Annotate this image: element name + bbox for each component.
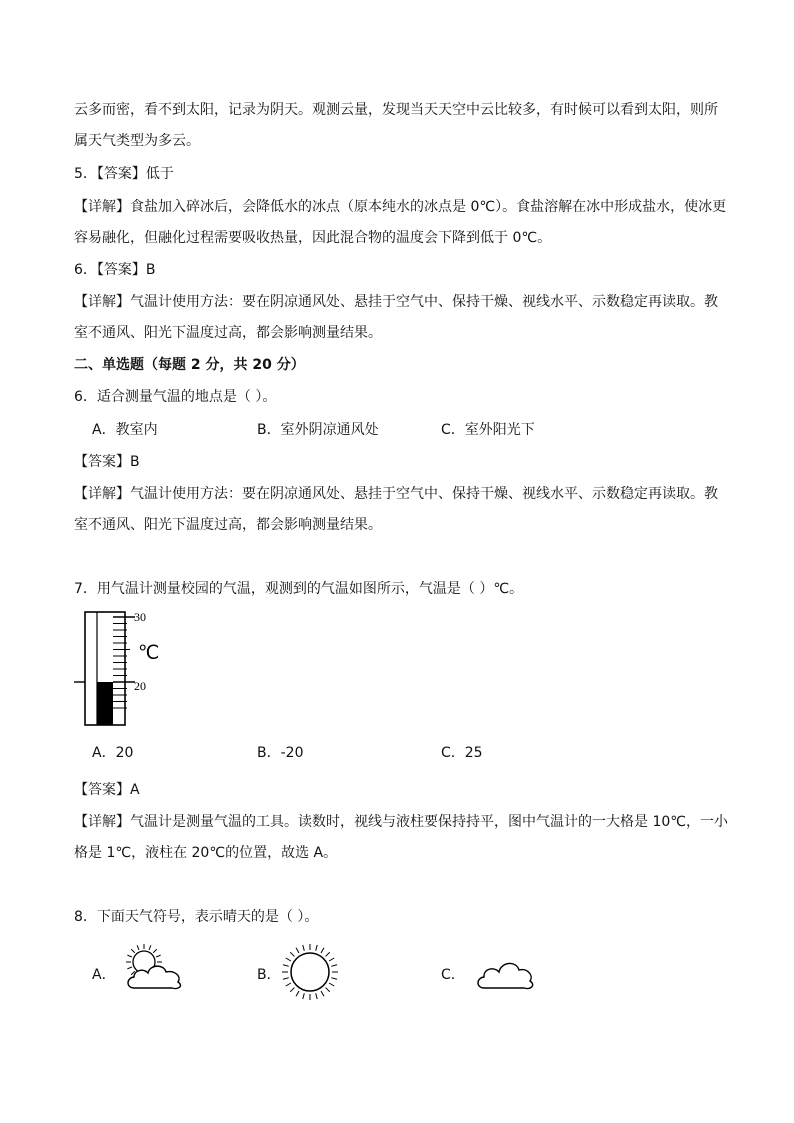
question-6: 6．适合测量气温的地点是（ ）。 xyxy=(74,389,277,405)
option-c: C．25 xyxy=(441,745,483,761)
sun-ray xyxy=(316,945,318,951)
sun-ray xyxy=(131,949,135,953)
thermometer-ticks xyxy=(113,617,135,708)
option-b: B．室外阴凉通风处 xyxy=(257,422,379,438)
option-c: C． xyxy=(441,967,465,983)
scale-label-20: 20 xyxy=(134,679,146,693)
sun-ray xyxy=(137,945,139,950)
unit-label: ℃ xyxy=(138,643,160,664)
question-8: 8．下面天气符号，表示晴天的是（ ）。 xyxy=(74,909,319,925)
sun-ray xyxy=(286,983,291,986)
detail-6: 室不通风、阳光下温度过高，都会影响测量结果。 xyxy=(74,325,382,341)
text-line: 云多而密，看不到太阳，记录为阴天。观测云量，发现当天天空中云比较多，有时候可以看到太阳，则所 xyxy=(74,102,718,118)
option-c: C．室外阳光下 xyxy=(441,422,535,438)
detail-q6: 【详解】气温计使用方法：要在阴凉通风处、悬挂于空气中、保持干燥、视线水平、示数稳定再读取。教 xyxy=(74,486,718,502)
cloud-icon xyxy=(474,952,538,992)
option-a: A． xyxy=(92,967,116,983)
sun-ray xyxy=(326,952,330,956)
sun-ray xyxy=(326,988,330,992)
sun-ray xyxy=(303,993,305,999)
option-a: A．教室内 xyxy=(92,422,158,438)
detail-6: 【详解】气温计使用方法：要在阴凉通风处、悬挂于空气中、保持干燥、视线水平、示数稳定再读取。教 xyxy=(74,294,718,310)
sun-ray xyxy=(290,988,294,992)
sun-ray xyxy=(156,955,161,957)
partly-cloudy-icon xyxy=(120,940,190,996)
sun-ray xyxy=(149,945,151,950)
section-heading: 二、单选题（每题 2 分，共 20 分） xyxy=(74,357,305,373)
sun-ray xyxy=(127,967,132,969)
detail-5: 【详解】食盐加入碎冰后，会降低水的冰点（原本纯水的冰点是 0℃）。食盐溶解在冰中形成盐水，使冰更 xyxy=(74,199,727,215)
sun-ray xyxy=(283,965,289,967)
sun-ray xyxy=(153,949,157,953)
sun-ray xyxy=(286,958,291,961)
answer-5: 5．【答案】低于 xyxy=(74,166,174,182)
sun-ray xyxy=(329,958,334,961)
option-b: B．-20 xyxy=(257,745,304,761)
sun-ray xyxy=(331,965,337,967)
text-line: 属天气类型为多云。 xyxy=(74,133,200,149)
thermometer-liquid xyxy=(97,682,113,725)
detail-q6: 室不通风、阳光下温度过高，都会影响测量结果。 xyxy=(74,517,382,533)
sun-ray xyxy=(331,978,337,980)
sun-ray xyxy=(321,948,324,953)
option-b: B． xyxy=(257,967,281,983)
scale-label-30: 30 xyxy=(134,610,146,624)
question-7: 7．用气温计测量校园的气温，观测到的气温如图所示，气温是（ ）℃。 xyxy=(74,581,524,597)
sun-ray xyxy=(303,945,305,951)
answer-q6: 【答案】B xyxy=(74,454,140,470)
sun-icon xyxy=(278,940,342,1004)
answer-6: 6．【答案】B xyxy=(74,262,156,278)
sun-ray xyxy=(290,952,294,956)
answer-q7: 【答案】A xyxy=(74,782,140,798)
sun-ray xyxy=(283,978,289,980)
detail-q7: 格是 1℃，液柱在 20℃的位置，故选 A。 xyxy=(74,845,338,861)
sun-ray xyxy=(296,991,299,996)
detail-5: 容易融化，但融化过程需要吸收热量，因此混合物的温度会下降到低于 0℃。 xyxy=(74,230,552,246)
sun-ray xyxy=(329,983,334,986)
option-a: A．20 xyxy=(92,745,134,761)
sun-ray xyxy=(316,993,318,999)
sun-ray xyxy=(296,948,299,953)
sun-ray xyxy=(321,991,324,996)
detail-q7: 【详解】气温计是测量气温的工具。读数时，视线与液柱要保持持平，图中气温计的一大格是 10℃，一小 xyxy=(74,814,728,830)
sun-ray xyxy=(127,955,132,957)
